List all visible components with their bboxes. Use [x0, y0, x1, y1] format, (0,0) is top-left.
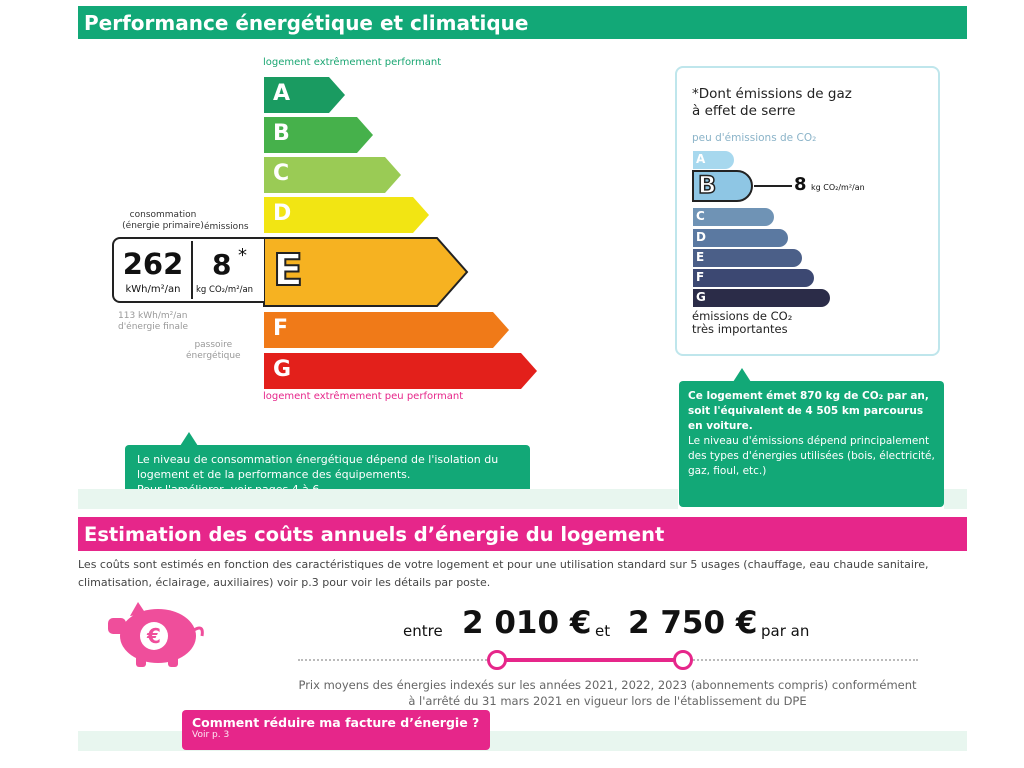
consumption-label: consommation (énergie primaire)	[122, 210, 204, 231]
ges-title: *Dont émissions de gaz à effet de serre	[692, 86, 852, 119]
box-divider	[191, 241, 193, 299]
ges-info-bubble	[679, 381, 944, 507]
prices-note: Prix moyens des énergies indexés sur les années 2021, 2022, 2023 (abonnements compris) conformément à l'arrêté du 31 mars 2021 en vigueur lors de l'établissement du DPE	[298, 678, 917, 708]
dpe-class-e	[263, 237, 471, 305]
ges-letter-a: A	[696, 152, 706, 166]
word-entre: entre	[403, 622, 443, 640]
ges-letter-c: C	[696, 209, 705, 223]
cost-high: 2 750 €	[628, 605, 758, 641]
dpe-class-g	[263, 352, 541, 388]
passoire-label: passoire énergétique	[186, 340, 241, 361]
dpe-class-b	[263, 116, 377, 152]
consumption-unit: kWh/m²/an	[125, 284, 181, 295]
emissions-star: *	[238, 245, 247, 266]
ges-bubble-pointer	[733, 368, 751, 382]
bottom-performance-label: logement extrêmement peu performant	[263, 391, 464, 402]
dpe-letter-g: G	[273, 357, 292, 382]
section-separator	[78, 489, 678, 509]
piggy-bank-icon	[108, 600, 208, 670]
dpe-letter-a: A	[273, 81, 291, 106]
reduce-bill-tip[interactable]	[182, 710, 490, 750]
costs-section-title: Estimation des coûts annuels d’énergie du logement	[78, 517, 967, 551]
cost-low: 2 010 €	[462, 605, 592, 641]
ges-class-c	[692, 207, 778, 225]
ges-class-g	[692, 288, 834, 306]
ges-letter-f: F	[696, 270, 705, 284]
ges-letter-e: E	[696, 250, 705, 264]
dpe-letter-c: C	[273, 161, 290, 186]
energy-info-bubble: Le niveau de consommation énergétique dépend de l'isolation du logement et de la performance des équipements.	[125, 445, 530, 503]
ges-class-d	[692, 228, 792, 246]
dpe-letter-d: D	[273, 201, 292, 226]
ges-class-b	[692, 170, 756, 200]
emissions-value: 8	[212, 248, 232, 281]
emissions-unit: kg CO₂/m²/an	[196, 285, 254, 295]
dpe-letter-e: E	[273, 245, 304, 296]
dpe-letter-f: F	[273, 316, 289, 341]
final-energy-note: 113 kWh/m²/an d'énergie finale	[118, 311, 189, 332]
ges-class-f	[692, 268, 818, 286]
ges-letter-g: G	[696, 290, 706, 304]
tip-title: Comment réduire ma facture d’énergie ?	[192, 715, 480, 730]
range-high-handle	[673, 650, 693, 670]
costs-intro: Les coûts sont estimés en fonction des caractéristiques de votre logement et pour une utilisation standard sur 5 usages (chauffage, eau chaude sanitaire, climatisation, éclairage, auxiliaires) voir p.3 pour voir les détails par poste.	[78, 558, 929, 589]
ges-pointer-line	[754, 185, 792, 187]
dpe-class-d	[263, 196, 433, 232]
dpe-class-a	[263, 76, 349, 112]
emissions-label: émissions	[204, 222, 249, 232]
section-separator-right	[944, 489, 967, 509]
ges-letter-b: B	[698, 171, 717, 199]
ges-bubble-bold: Ce logement émet 870 kg de CO₂ par an, soit l'équivalent de 4 505 km parcourus en voiture.	[688, 390, 929, 432]
energy-section-title: Performance énergétique et climatique	[78, 6, 967, 39]
ges-top-label: peu d'émissions de CO₂	[692, 132, 817, 144]
dpe-letter-b: B	[273, 121, 290, 146]
bubble-pointer	[180, 432, 198, 446]
dpe-class-f	[263, 311, 513, 347]
pig-euro-symbol: €	[147, 624, 161, 648]
range-low-handle	[487, 650, 507, 670]
range-fill	[496, 658, 682, 662]
word-par-an: par an	[761, 622, 810, 640]
ges-unit: kg CO₂/m²/an	[811, 183, 865, 192]
ges-class-e	[692, 248, 806, 266]
tip-subtitle: Voir p. 3	[192, 730, 230, 740]
dpe-class-c	[263, 156, 405, 192]
ges-bottom-label: émissions de CO₂ très importantes	[692, 309, 793, 336]
ges-class-a	[692, 150, 738, 168]
ges-letter-d: D	[696, 230, 706, 244]
word-et: et	[595, 622, 611, 640]
ges-bubble-text: Le niveau d'émissions dépend principalement des types d'énergies utilisées (bois, électricité, gaz, fioul, etc.)	[688, 435, 935, 477]
consumption-value: 262	[122, 247, 184, 281]
top-performance-label: logement extrêmement performant	[263, 57, 442, 68]
ges-value: 8	[794, 174, 807, 195]
